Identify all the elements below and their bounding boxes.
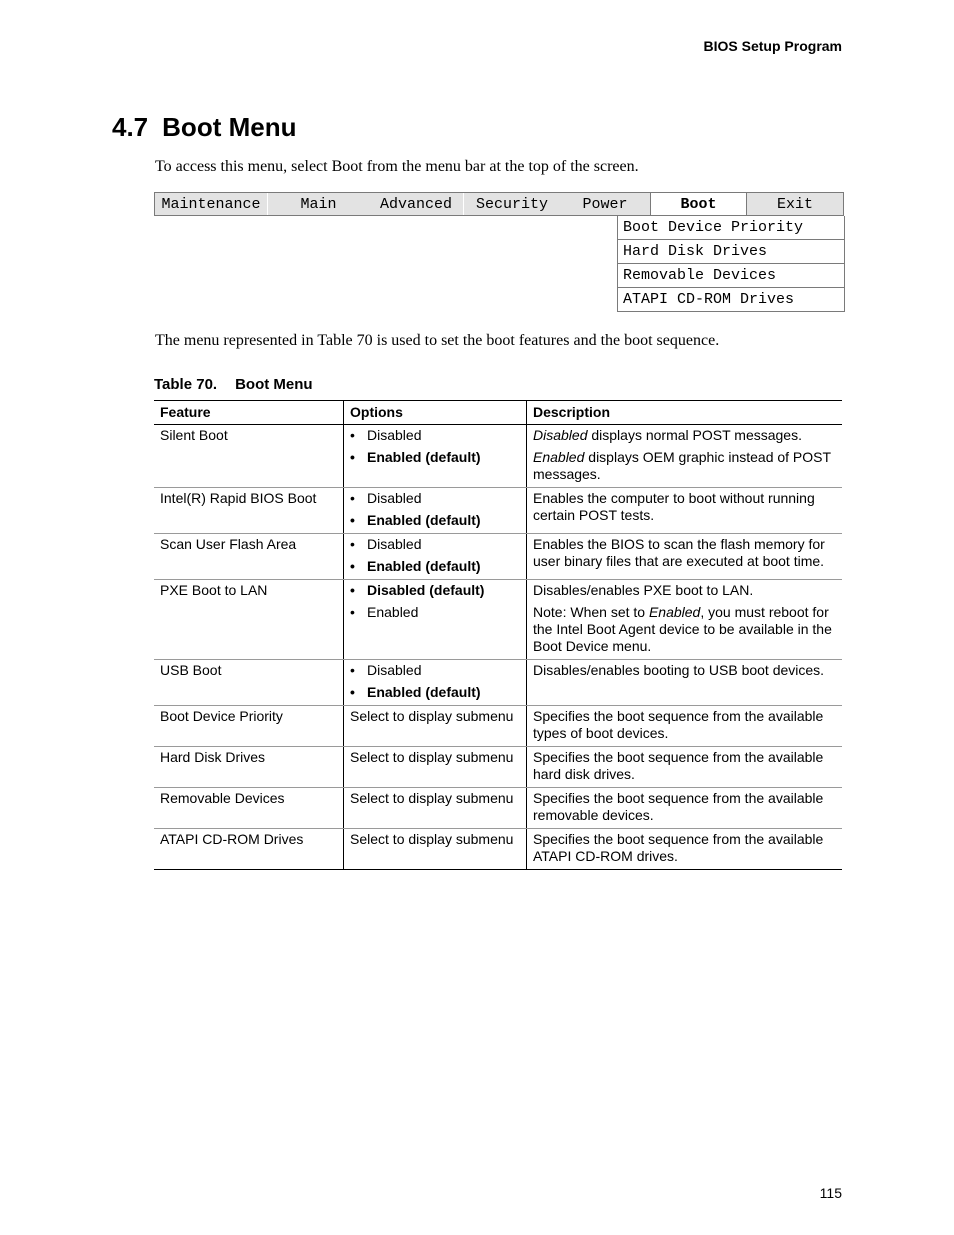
- submenu-item-boot-device-priority[interactable]: Boot Device Priority: [618, 216, 844, 240]
- options-cell: Select to display submenu: [344, 706, 527, 747]
- menu-tab-advanced[interactable]: Advanced: [369, 193, 464, 215]
- description-cell: Specifies the boot sequence from the available hard disk drives.: [527, 747, 843, 788]
- section-title-text: Boot Menu: [162, 112, 297, 142]
- header-options: Options: [344, 401, 527, 425]
- options-cell: [344, 660, 527, 706]
- option-item: • Disabled: [350, 490, 520, 507]
- options-cell: [344, 534, 527, 580]
- submenu-item-atapi-cd-rom-drives[interactable]: ATAPI CD-ROM Drives: [618, 288, 844, 312]
- description-cell: Specifies the boot sequence from the available types of boot devices.: [527, 706, 843, 747]
- feature-cell: Removable Devices: [154, 788, 344, 829]
- description-emphasis: Disabled: [533, 427, 588, 443]
- options-cell: Select to display submenu: [344, 788, 527, 829]
- page-number: 115: [819, 1185, 842, 1201]
- options-cell: [344, 580, 527, 660]
- feature-cell: USB Boot: [154, 660, 344, 706]
- menu-tab-maintenance[interactable]: Maintenance: [155, 193, 268, 215]
- intro-paragraph: To access this menu, select Boot from the menu bar at the top of the screen.: [155, 158, 639, 175]
- table-row: [154, 788, 842, 829]
- description-cell: Enables the computer to boot without running certain POST tests.: [527, 488, 843, 534]
- description-note: [533, 604, 836, 655]
- table-row: [154, 534, 842, 580]
- menu-tab-security[interactable]: Security: [475, 195, 548, 213]
- description-cell: Specifies the boot sequence from the available removable devices.: [527, 788, 843, 829]
- table-row: [154, 706, 842, 747]
- table-row: [154, 747, 842, 788]
- section-number: 4.7: [112, 112, 149, 142]
- section-title: [112, 112, 296, 143]
- header-feature: Feature: [154, 401, 344, 425]
- usage-paragraph: The menu represented in Table 70 is used to set the boot features and the boot sequence.: [155, 332, 720, 349]
- feature-cell: Boot Device Priority: [154, 706, 344, 747]
- note-text: Note: When set to: [533, 604, 649, 620]
- options-cell: [344, 425, 527, 488]
- table-row: [154, 660, 842, 706]
- option-item: • Disabled: [350, 427, 520, 444]
- boot-menu-table: [154, 400, 842, 870]
- table-row: [154, 488, 842, 534]
- feature-cell: Intel(R) Rapid BIOS Boot: [154, 488, 344, 534]
- description-text: Disables/enables PXE boot to LAN.: [533, 582, 754, 598]
- menu-tab-exit[interactable]: Exit: [776, 195, 813, 213]
- description-emphasis: Enabled: [533, 449, 585, 465]
- option-item: • Disabled: [350, 662, 520, 679]
- boot-submenu: [617, 216, 845, 312]
- submenu-item-removable-devices[interactable]: Removable Devices: [618, 264, 844, 288]
- bios-menu-bar: [154, 192, 844, 216]
- description-text: [533, 449, 836, 483]
- description-cell: Specifies the boot sequence from the available ATAPI CD-ROM drives.: [527, 829, 843, 870]
- menu-tab-main[interactable]: Main: [300, 195, 337, 213]
- header-description: Description: [527, 401, 843, 425]
- option-item-default: • Disabled (default): [350, 582, 520, 599]
- option-item-default: • Enabled (default): [350, 512, 520, 529]
- feature-cell: Silent Boot: [154, 425, 344, 488]
- note-text-rest: , you must reboot for the Intel Boot Agent device to be available in the Boot Device menu.: [533, 604, 832, 654]
- running-header: BIOS Setup Program: [703, 38, 842, 54]
- description-cell: [527, 425, 843, 488]
- feature-cell: PXE Boot to LAN: [154, 580, 344, 660]
- feature-cell: ATAPI CD-ROM Drives: [154, 829, 344, 870]
- description-text: [533, 427, 836, 444]
- table-caption-number: Table 70.: [154, 376, 218, 393]
- table-header-row: [154, 401, 842, 425]
- menu-tab-power[interactable]: Power: [582, 195, 628, 213]
- menu-tab-boot[interactable]: Boot: [650, 193, 747, 215]
- options-cell: Select to display submenu: [344, 747, 527, 788]
- options-cell: Select to display submenu: [344, 829, 527, 870]
- description-cell: Disables/enables booting to USB boot devices.: [527, 660, 843, 706]
- option-item-default: • Enabled (default): [350, 558, 520, 575]
- table-row: [154, 829, 842, 870]
- submenu-item-hard-disk-drives[interactable]: Hard Disk Drives: [618, 240, 844, 264]
- feature-cell: Hard Disk Drives: [154, 747, 344, 788]
- feature-cell: Scan User Flash Area: [154, 534, 344, 580]
- description-cell: Enables the BIOS to scan the flash memory for user binary files that are executed at boot time.: [527, 534, 843, 580]
- table-caption-title: Boot Menu: [235, 376, 313, 393]
- description-text-rest: displays OEM graphic instead of POST messages.: [533, 449, 831, 482]
- options-cell: [344, 488, 527, 534]
- note-emphasis: Enabled: [648, 604, 701, 620]
- option-item: • Disabled: [350, 536, 520, 553]
- table-row: [154, 580, 842, 660]
- table-row: [154, 425, 842, 488]
- description-text-rest: displays normal POST messages.: [587, 427, 802, 443]
- description-cell: [527, 580, 843, 660]
- option-item-default: • Enabled (default): [350, 449, 520, 466]
- table-caption: [154, 376, 313, 393]
- option-item-default: • Enabled (default): [350, 684, 520, 701]
- option-item: • Enabled: [350, 604, 520, 621]
